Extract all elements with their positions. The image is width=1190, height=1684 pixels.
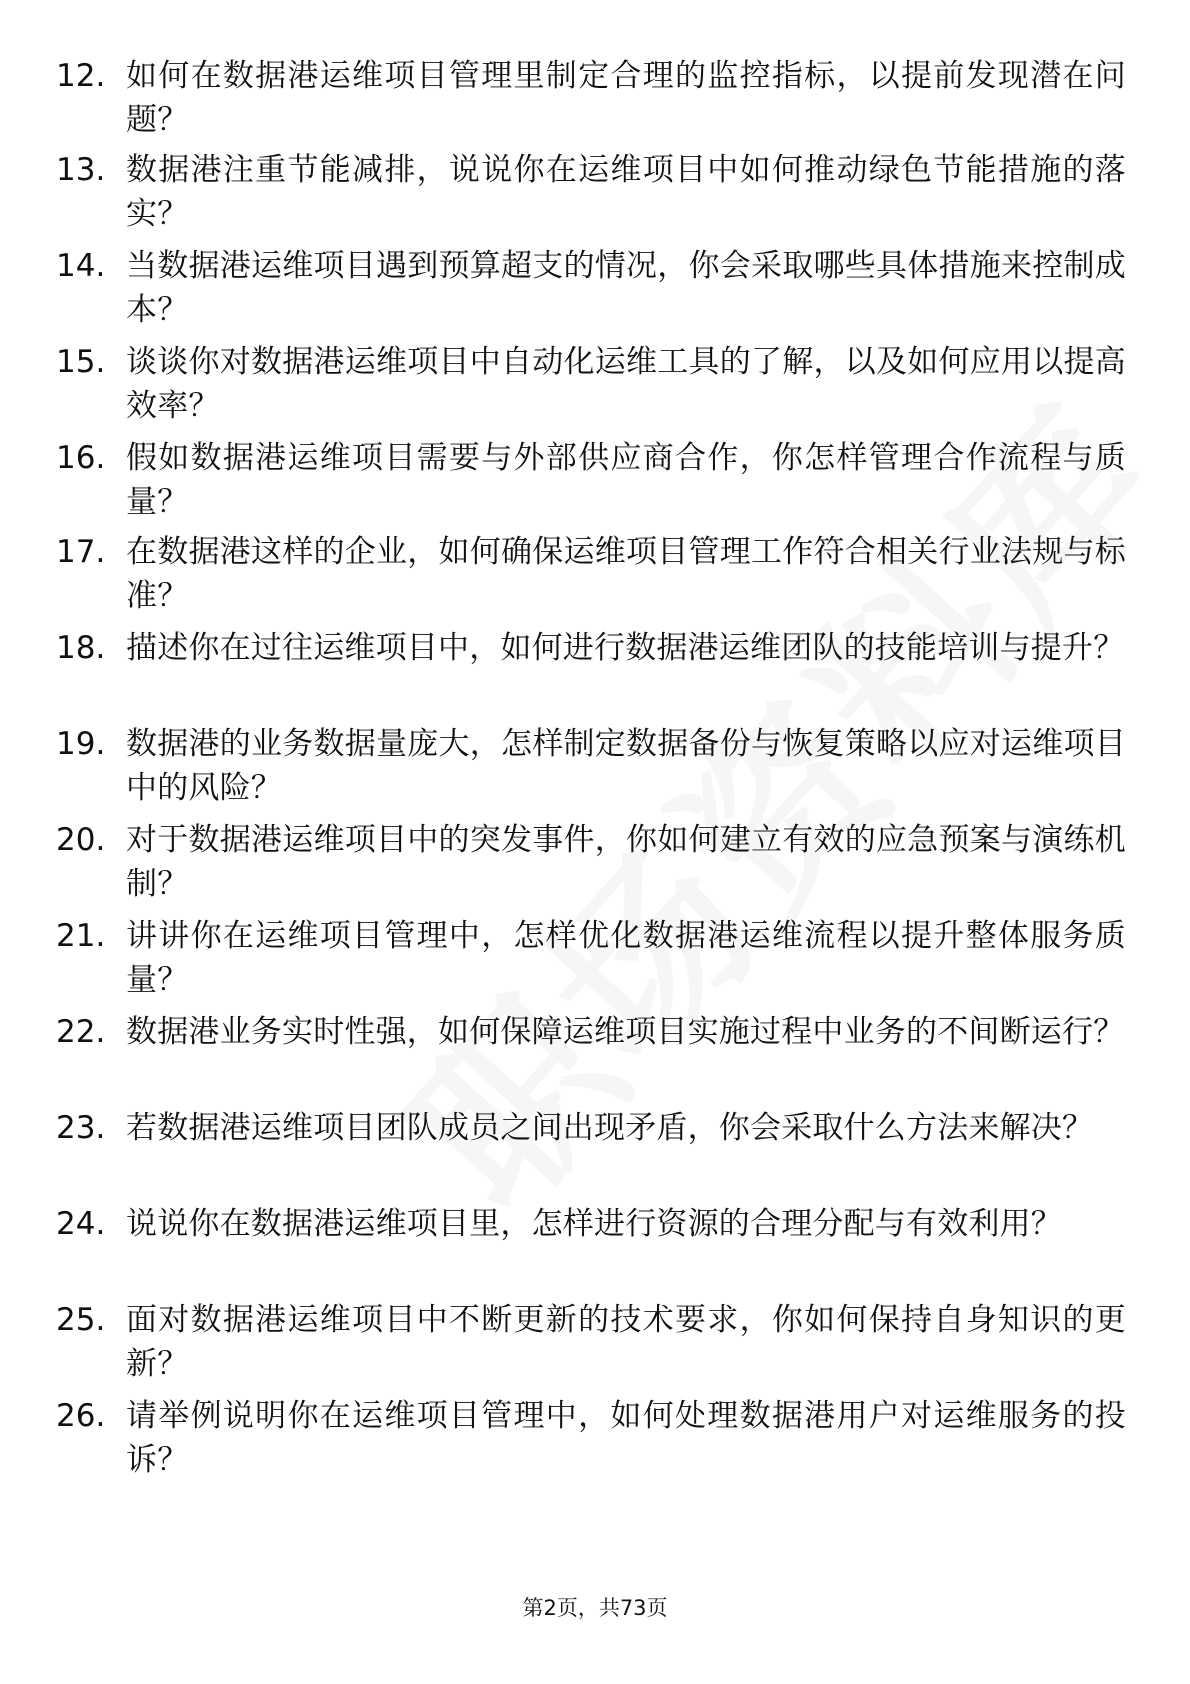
page-number-label: 第2页，共73页: [522, 1596, 668, 1620]
question-item: [56, 1202, 1136, 1292]
question-item: [56, 1394, 1136, 1484]
question-number: 19.: [56, 726, 106, 762]
page-footer: [0, 1592, 1190, 1622]
question-text: 数据港业务实时性强，如何保障运维项目实施过程中业务的不间断运行？: [126, 1014, 1125, 1050]
question-number: 16.: [56, 440, 106, 476]
question-text: 若数据港运维项目团队成员之间出现矛盾，你会采取什么方法来解决？: [126, 1110, 1094, 1146]
question-number: 18.: [56, 630, 106, 666]
question-number: 25.: [56, 1302, 106, 1338]
question-number: 24.: [56, 1206, 106, 1242]
question-text: 对于数据港运维项目中的突发事件，你如何建立有效的应急预案与演练机制？: [126, 822, 1126, 902]
question-item: [56, 626, 1136, 716]
question-number: 15.: [56, 344, 106, 380]
question-item: [56, 1298, 1136, 1388]
question-number: 22.: [56, 1014, 106, 1050]
question-number: 26.: [56, 1398, 106, 1434]
question-item: [56, 1106, 1136, 1196]
question-number: 14.: [56, 248, 106, 284]
question-number: 17.: [56, 534, 106, 570]
question-text: 谈谈你对数据港运维项目中自动化运维工具的了解，以及如何应用以提高效率？: [126, 344, 1126, 424]
question-number: 21.: [56, 918, 106, 954]
question-text: 在数据港这样的企业，如何确保运维项目管理工作符合相关行业法规与标准？: [126, 534, 1126, 614]
question-text: 描述你在过往运维项目中，如何进行数据港运维团队的技能培训与提升？: [126, 630, 1125, 666]
question-text: 数据港注重节能减排，说说你在运维项目中如何推动绿色节能措施的落实？: [126, 152, 1126, 232]
question-text: 当数据港运维项目遇到预算超支的情况，你会采取哪些具体措施来控制成本？: [126, 248, 1126, 328]
question-text: 数据港的业务数据量庞大，怎样制定数据备份与恢复策略以应对运维项目中的风险？: [126, 726, 1126, 806]
question-item: [56, 530, 1136, 620]
question-number: 23.: [56, 1110, 106, 1146]
question-text: 讲讲你在运维项目管理中，怎样优化数据港运维流程以提升整体服务质量？: [126, 918, 1126, 998]
question-text: 说说你在数据港运维项目里，怎样进行资源的合理分配与有效利用？: [126, 1206, 1062, 1242]
question-text: 请举例说明你在运维项目管理中，如何处理数据港用户对运维服务的投诉？: [126, 1398, 1126, 1478]
question-item: [56, 436, 1136, 526]
question-item: [56, 148, 1136, 238]
question-text: 如何在数据港运维项目管理里制定合理的监控指标，以提前发现潜在问题？: [126, 58, 1126, 138]
question-item: [56, 54, 1136, 144]
question-number: 13.: [56, 152, 106, 188]
question-number: 20.: [56, 822, 106, 858]
question-text: 面对数据港运维项目中不断更新的技术要求，你如何保持自身知识的更新？: [126, 1302, 1126, 1382]
question-item: [56, 340, 1136, 430]
question-text: 假如数据港运维项目需要与外部供应商合作，你怎样管理合作流程与质量？: [126, 440, 1126, 520]
question-item: [56, 244, 1136, 334]
question-item: [56, 818, 1136, 908]
question-item: [56, 722, 1136, 812]
question-number: 12.: [56, 58, 106, 94]
question-item: [56, 914, 1136, 1004]
question-item: [56, 1010, 1136, 1100]
